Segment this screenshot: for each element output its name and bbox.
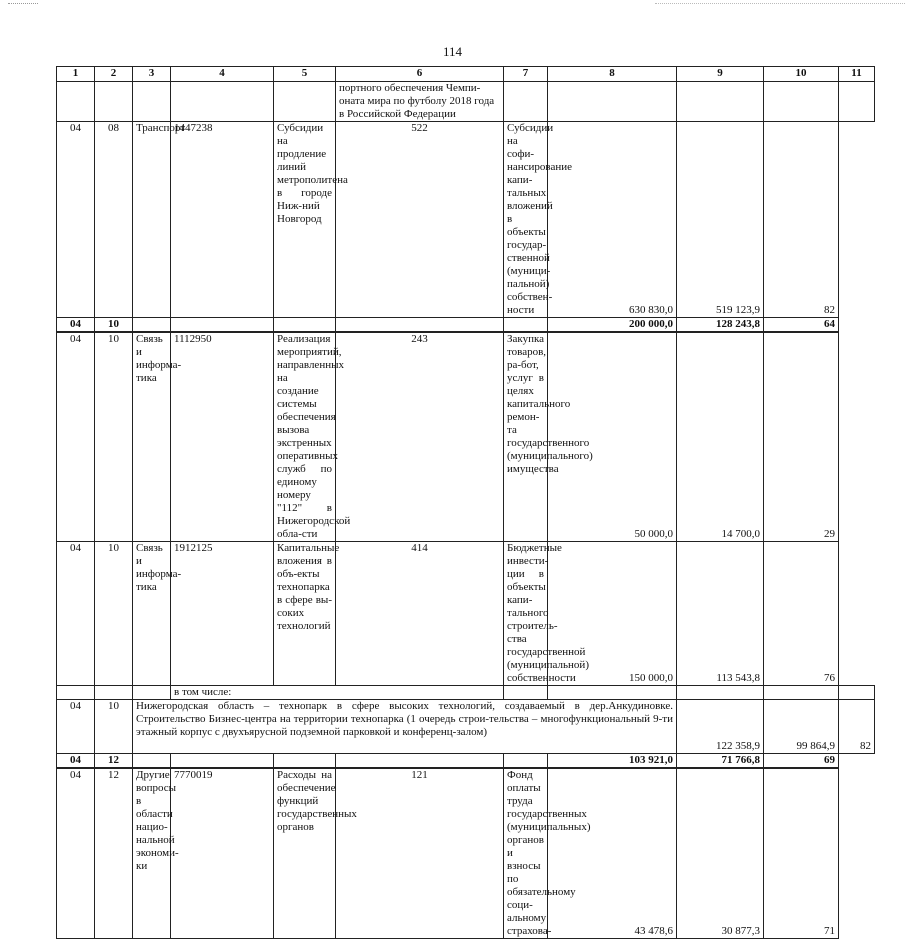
cell-percent: 29 [764,332,839,542]
cell-actual: 519 123,9 [677,122,764,318]
cell-percent: 82 [764,122,839,318]
cell-percent: 64 [764,318,839,333]
cell-expense-name: Фонд оплаты труда государственных (муниципальных) органов и взносы по обязательному соци-альному страхова- [504,768,548,939]
column-header: 6 [336,67,504,82]
cell-section: 04 [57,332,95,542]
cell-section: 04 [57,754,95,769]
table-row-note [57,686,875,700]
cell-actual: 14 700,0 [677,332,764,542]
table-row-total [57,318,875,333]
cell-name: Связь и информа-тика [133,542,171,686]
cell-planned: 630 830,0 [548,122,677,318]
cell-description: Расходы на обеспечение функций государственных органов [274,768,336,939]
cell-actual: 71 766,8 [677,754,764,769]
cell-subsection: 10 [95,542,133,686]
cell-section: 04 [57,700,95,754]
cell-expense-name: Закупка товаров, ра-бот, услуг в целях капитального ремон-та государственного (муниципального) имущества [504,332,548,542]
column-header: 2 [95,67,133,82]
cell-planned: 200 000,0 [548,318,677,333]
cell-subsection: 10 [95,332,133,542]
cell-subsection: 12 [95,768,133,939]
cell-code: 1912125 [171,542,274,686]
cell-description: Капитальные вложения в объ-екты технопарка в сфере вы-соких технологий [274,542,336,686]
table-row-object [57,700,875,754]
cell-expense-type: 243 [336,332,504,542]
cell-section: 04 [57,318,95,333]
page-number: 114 [442,44,463,59]
table-row-continuation [57,82,875,122]
cell-percent: 69 [764,754,839,769]
column-header: 7 [504,67,548,82]
cell-planned: 122 358,9 [677,700,764,754]
cell-planned: 50 000,0 [548,332,677,542]
cell-actual: 128 243,8 [677,318,764,333]
column-header: 8 [548,67,677,82]
column-header: 3 [133,67,171,82]
cell-subsection: 10 [95,700,133,754]
cell-expense-name: Бюджетные инвести-ции в объекты капи-тального строитель-ства государственной (муниципальной) собственности [504,542,548,686]
cell-section: 04 [57,542,95,686]
column-header: 4 [171,67,274,82]
cell-percent: 71 [764,768,839,939]
scan-corner-mark [8,0,38,4]
table-row-total [57,754,875,769]
cell-percent: 76 [764,542,839,686]
table-row [57,768,875,939]
column-header: 9 [677,67,764,82]
cell-actual: 99 864,9 [764,700,839,754]
cell-planned: 43 478,6 [548,768,677,939]
cell-expense-type: 414 [336,542,504,686]
column-header: 10 [764,67,839,82]
table-row [57,122,875,318]
cell-description: Реализация мероприятий, направленных на создание системы обеспечения вызова экстренных оперативных служб по единому номеру "112" в Нижегородской обла-сти [274,332,336,542]
table-header-row [57,67,875,82]
budget-table [56,66,875,939]
cell-percent: 82 [839,700,875,754]
column-header: 11 [839,67,875,82]
cell-actual: 113 543,8 [677,542,764,686]
cell-name: Транспорт [133,122,171,318]
cell-section: 04 [57,768,95,939]
cell-expense-type: 121 [336,768,504,939]
cell-section: 04 [57,122,95,318]
cell-subsection: 10 [95,318,133,333]
cell-expense-type: 522 [336,122,504,318]
cell-expense-name: Субсидии на софи-нансирование капи-тальных вложений в объекты государ-ственной (муници-пальной) собствен-ности [504,122,548,318]
cell-code: 1112950 [171,332,274,542]
scan-edge-mark [655,0,905,4]
cell-subsection: 08 [95,122,133,318]
cell-description: Субсидии на продление линий метрополитена в городе Ниж-ний Новгород [274,122,336,318]
cell-name: Связь и информа-тика [133,332,171,542]
cell-code: 7770019 [171,768,274,939]
table-row [57,542,875,686]
column-header: 1 [57,67,95,82]
cell-description: портного обеспечения Чемпи-оната мира по футболу 2018 года в Российской Федерации [336,82,504,122]
cell-actual: 30 877,3 [677,768,764,939]
cell-subsection: 12 [95,754,133,769]
cell-note: в том числе: [171,686,504,700]
cell-name: Другие вопросы в области нацио-нальной экономи-ки [133,768,171,939]
cell-code: 1447238 [171,122,274,318]
cell-object-description: Нижегородская область – технопарк в сфере высоких технологий, создаваемый в дер.Анкудиновке. Строительство Бизнес-центра на территории технопарка (1 очередь строи-тельства – многофункциональный 9-ти этажный корпус с двухъярусной подземной парковкой и конференц-залом) [133,700,677,754]
column-header: 5 [274,67,336,82]
cell-planned: 103 921,0 [548,754,677,769]
table-row [57,332,875,542]
cell-planned: 150 000,0 [548,542,677,686]
